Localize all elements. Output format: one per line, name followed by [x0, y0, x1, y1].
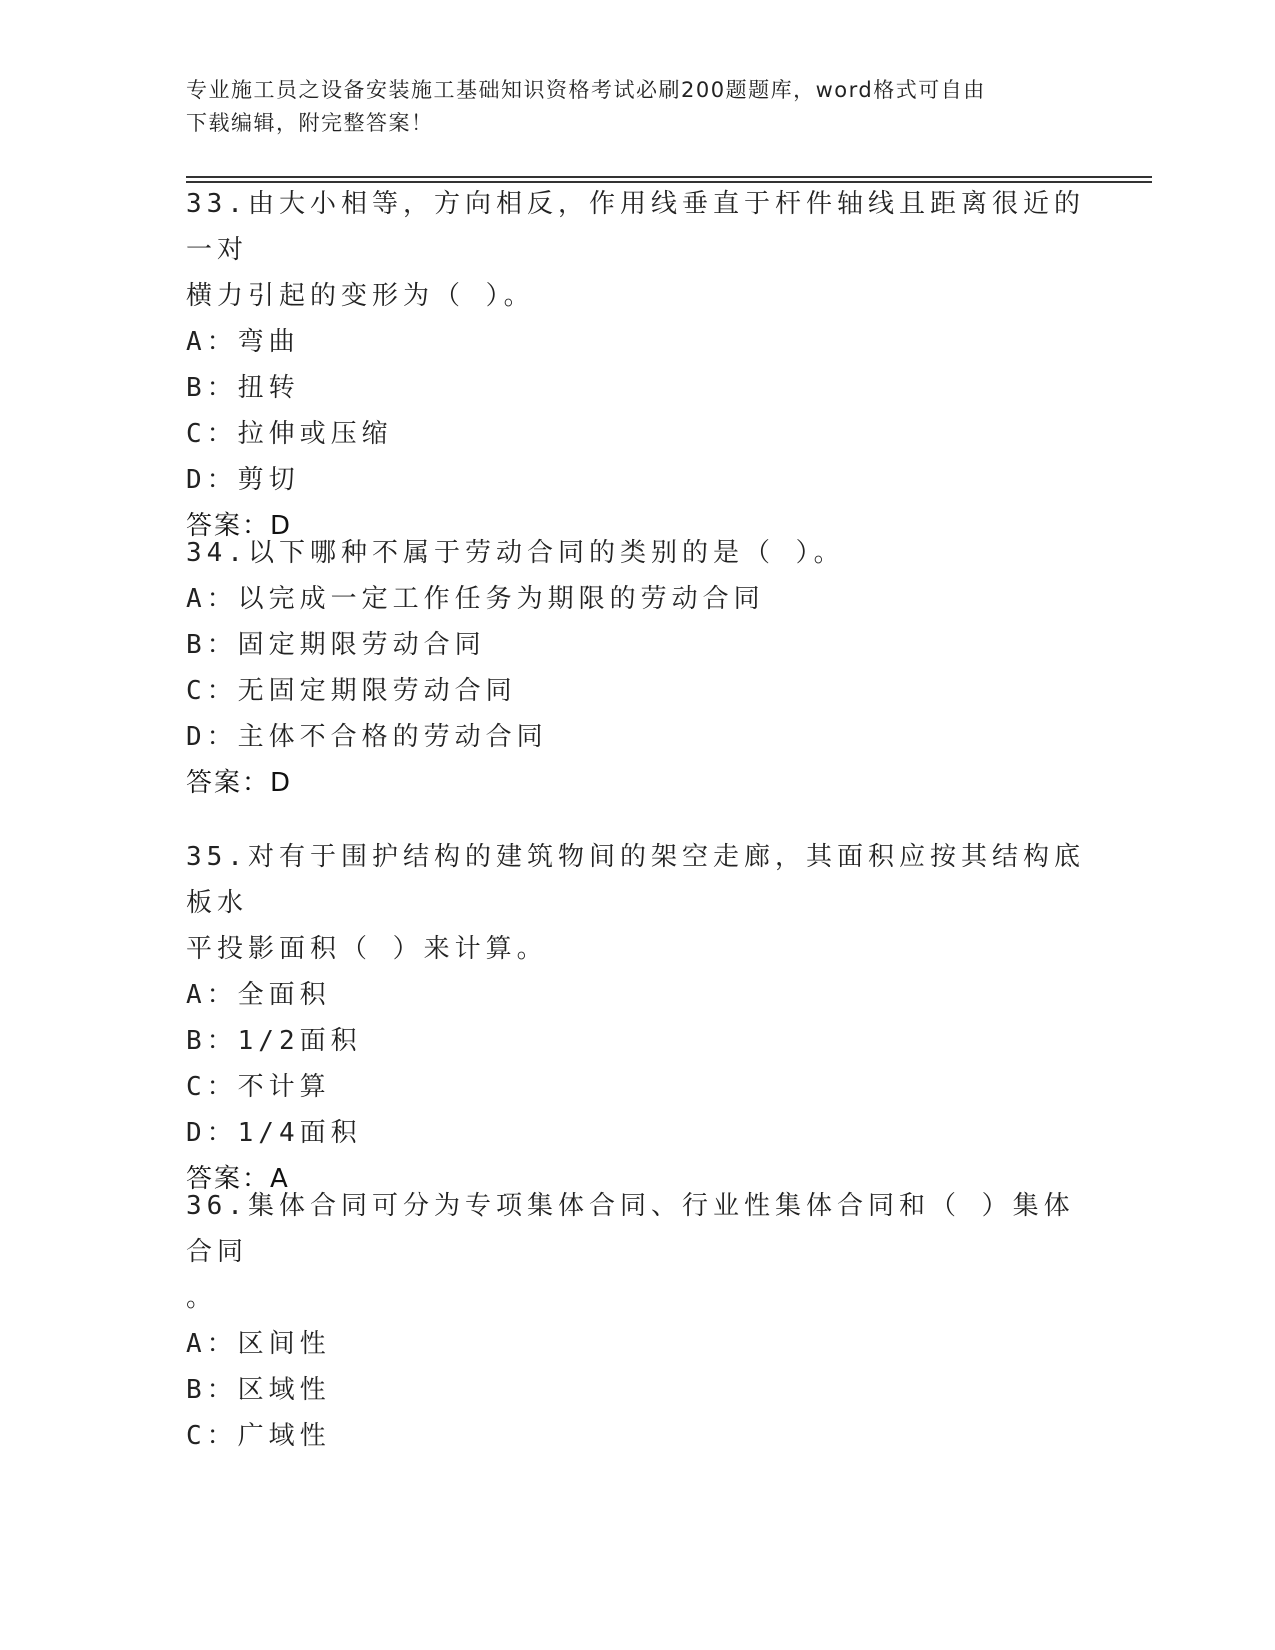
- option-a: A：弯曲: [186, 327, 300, 357]
- question-text-line: 横力引起的变形为（ ）。: [186, 281, 535, 311]
- option-c: C：拉伸或压缩: [186, 419, 393, 449]
- answer: 答案：D: [186, 511, 293, 541]
- option-c: C：广域性: [186, 1421, 331, 1451]
- option-d: D：主体不合格的劳动合同: [186, 722, 548, 752]
- question-text-line: 33.由大小相等，方向相反，作用线垂直于杆件轴线且距离很近的一对: [186, 189, 1085, 265]
- option-b: B：1/2面积: [186, 1026, 362, 1056]
- option-c: C：无固定期限劳动合同: [186, 676, 517, 706]
- option-b: B：扭转: [186, 373, 300, 403]
- question-36: [186, 1183, 1086, 1459]
- option-a: A：区间性: [186, 1329, 331, 1359]
- answer: 答案：A: [186, 1164, 290, 1194]
- option-d: D：1/4面积: [186, 1118, 362, 1148]
- question-33: [186, 181, 1086, 549]
- question-35: [186, 834, 1086, 1202]
- header-line-2: 下载编辑，附完整答案！: [186, 111, 434, 135]
- question-text-line: 35.对有于围护结构的建筑物间的架空走廊，其面积应按其结构底板水: [186, 842, 1085, 918]
- option-a: A：全面积: [186, 980, 331, 1010]
- document-header: [186, 74, 1066, 140]
- option-d: D：剪切: [186, 465, 300, 495]
- header-line-1: 专业施工员之设备安装施工基础知识资格考试必刷200题题库，word格式可自由: [186, 78, 986, 102]
- question-34: [186, 530, 1086, 806]
- question-text-line: 平投影面积（ ）来计算。: [186, 934, 548, 964]
- option-b: B：区域性: [186, 1375, 331, 1405]
- option-b: B：固定期限劳动合同: [186, 630, 486, 660]
- question-text-line: 36.集体合同可分为专项集体合同、行业性集体合同和（ ）集体合同: [186, 1191, 1075, 1267]
- option-a: A：以完成一定工作任务为期限的劳动合同: [186, 584, 765, 614]
- answer: 答案：D: [186, 768, 293, 798]
- option-c: C：不计算: [186, 1072, 331, 1102]
- question-text-line: 34.以下哪种不属于劳动合同的类别的是（ ）。: [186, 538, 845, 568]
- question-text-line: 。: [186, 1283, 218, 1313]
- header-divider-top: [186, 176, 1152, 178]
